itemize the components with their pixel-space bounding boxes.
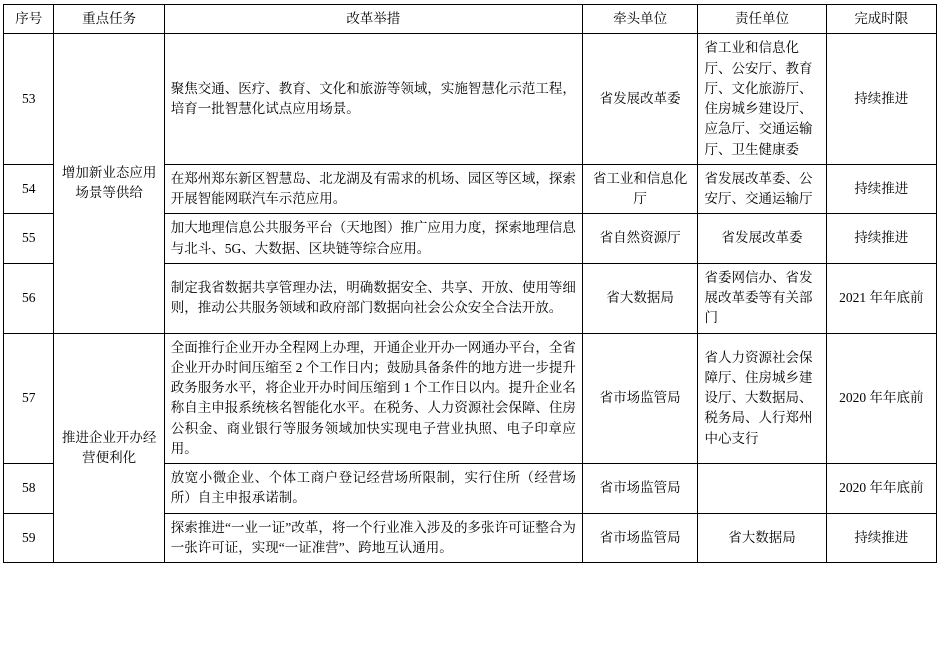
cell-measure: 放宽小微企业、个体工商户登记经营场所限制，实行住所（经营场所）自主申报承诺制。 <box>164 464 582 514</box>
table-row <box>4 333 937 464</box>
header-seq: 序号 <box>4 5 54 34</box>
cell-lead-unit: 省发展改革委 <box>582 34 698 165</box>
cell-measure: 聚焦交通、医疗、教育、文化和旅游等领域，实施智慧化示范工程，培育一批智慧化试点应用场景。 <box>164 34 582 165</box>
cell-responsible-unit: 省工业和信息化厅、公安厅、教育厅、文化旅游厅、住房城乡建设厅、应急厅、交通运输厅、卫生健康委 <box>698 34 826 165</box>
cell-responsible-unit: 省发展改革委、公安厅、交通运输厅 <box>698 164 826 214</box>
cell-seq: 53 <box>4 34 54 165</box>
table-body <box>4 34 937 563</box>
header-deadline: 完成时限 <box>826 5 936 34</box>
header-measure: 改革举措 <box>164 5 582 34</box>
cell-seq: 58 <box>4 464 54 514</box>
cell-lead-unit: 省自然资源厅 <box>582 214 698 264</box>
cell-measure: 制定我省数据共享管理办法，明确数据安全、共享、开放、使用等细则，推动公共服务领域和政府部门数据向社会公众安全合法开放。 <box>164 263 582 333</box>
cell-deadline: 2020 年年底前 <box>826 464 936 514</box>
header-responsible-unit: 责任单位 <box>698 5 826 34</box>
cell-deadline: 2021 年年底前 <box>826 263 936 333</box>
cell-measure: 加大地理信息公共服务平台（天地图）推广应用力度，探索地理信息与北斗、5G、大数据、区块链等综合应用。 <box>164 214 582 264</box>
cell-seq: 55 <box>4 214 54 264</box>
cell-measure: 探索推进“一业一证”改革，将一个行业准入涉及的多张许可证整合为一张许可证，实现“一证准营”、跨地互认通用。 <box>164 513 582 563</box>
cell-responsible-unit: 省大数据局 <box>698 513 826 563</box>
header-task: 重点任务 <box>54 5 164 34</box>
cell-task-group: 增加新业态应用场景等供给 <box>54 34 164 333</box>
cell-lead-unit: 省工业和信息化厅 <box>582 164 698 214</box>
cell-lead-unit: 省市场监管局 <box>582 333 698 464</box>
header-row <box>4 5 937 34</box>
table-row <box>4 34 937 165</box>
cell-deadline: 持续推进 <box>826 34 936 165</box>
cell-seq: 59 <box>4 513 54 563</box>
cell-responsible-unit: 省发展改革委 <box>698 214 826 264</box>
cell-seq: 57 <box>4 333 54 464</box>
cell-seq: 54 <box>4 164 54 214</box>
cell-lead-unit: 省市场监管局 <box>582 464 698 514</box>
cell-lead-unit: 省市场监管局 <box>582 513 698 563</box>
reform-measures-table <box>3 4 937 563</box>
cell-responsible-unit: 省人力资源社会保障厅、住房城乡建设厅、大数据局、税务局、人行郑州中心支行 <box>698 333 826 464</box>
cell-measure: 全面推行企业开办全程网上办理，开通企业开办一网通办平台，全省企业开办时间压缩至 2 个工作日内；鼓励具备条件的地方进一步提升政务服务水平，将企业开办时间压缩到 1 个工作日以内。提升企业名称自主申报系统核名智能化水平。在税务、人力资源社会保障、住房公积金、商业银行等服务领域加快实现电子营业执照、电子印章应用。 <box>164 333 582 464</box>
cell-deadline: 2020 年年底前 <box>826 333 936 464</box>
cell-measure: 在郑州郑东新区智慧岛、北龙湖及有需求的机场、园区等区域，探索开展智能网联汽车示范应用。 <box>164 164 582 214</box>
cell-deadline: 持续推进 <box>826 513 936 563</box>
cell-deadline: 持续推进 <box>826 214 936 264</box>
cell-responsible-unit <box>698 464 826 514</box>
header-lead-unit: 牵头单位 <box>582 5 698 34</box>
cell-seq: 56 <box>4 263 54 333</box>
cell-lead-unit: 省大数据局 <box>582 263 698 333</box>
cell-responsible-unit: 省委网信办、省发展改革委等有关部门 <box>698 263 826 333</box>
cell-deadline: 持续推进 <box>826 164 936 214</box>
cell-task-group: 推进企业开办经营便利化 <box>54 333 164 563</box>
table-header <box>4 5 937 34</box>
